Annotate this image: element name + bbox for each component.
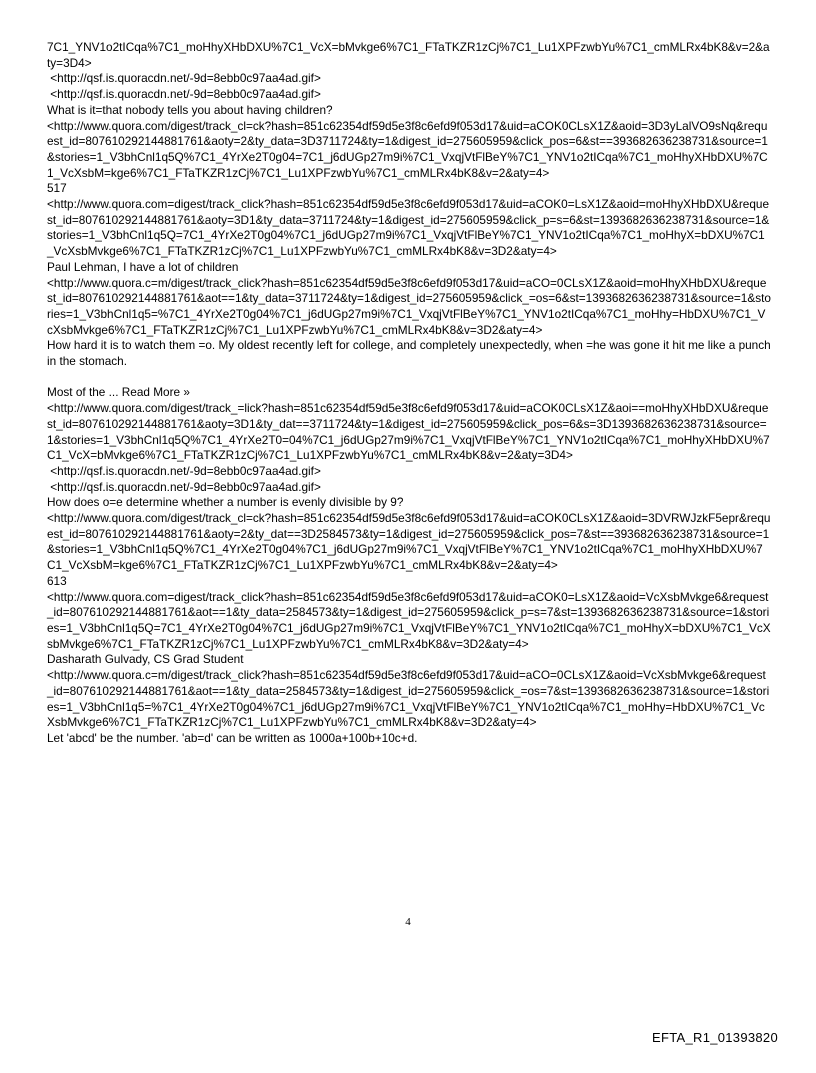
- link-line: <http://www.quora.com=digest/track_click?hash=851c62354df59d5e3f8c6efd9f053d17&uid=aCOK0=LsX1Z&aoid=moHhyXHbDXU&request_id=807610292144881761&aoty=3D1&ty_data=3711724&ty=1&digest_id=275605959&click_p=s=6&st=1393682636238731&source=1&stories=1_V3bhCnl1q5Q=7C1_4YrXe2T0g04%7C1_j6dUGp27m9i%7C1_VxqjVtFlBeY%7C1_YNV1o2tICqa%7C1_moHhyX=bDXU%7C1_VcXsbMvkge6%7C1_FTaTKZR1zCj%7C1_Lu1XPFzwbYu%7C1_cmMLRx4bK8&v=3D2&aty=4>: [47, 197, 770, 259]
- text-line: Paul Lehman, I have a lot of children: [47, 259, 239, 274]
- link-line: <http://qsf.is.quoracdn.net/-9d=8ebb0c97aa4ad.gif>: [47, 479, 321, 494]
- document-id-stamp: EFTA_R1_01393820: [652, 1030, 778, 1045]
- text-line: How does o=e determine whether a number is evenly divisible by 9?: [47, 495, 404, 510]
- email-body-text: [47, 40, 774, 747]
- link-line: <http://qsf.is.quoracdn.net/-9d=8ebb0c97aa4ad.gif>: [47, 71, 321, 86]
- link-line: <http://www.quora.com/digest/track_=lick?hash=851c62354df59d5e3f8c6efd9f053d17&uid=aCOK0CLsX1Z&aoi==moHhyXHbDXU&request_id=807610292144881761&aoty=3D1&ty_dat==3711724&ty=1&digest_id=275605959&click_pos=6&s=3D1393682636238731&source=1&stories=1_V3bhCnl1q5Q%7C1_4YrXe2T0=04%7C1_j6dUGp27m9i%7C1_VxqjVtFlBeY%7C1_YNV1o2tICqa%7C1_moHhyXHbDXU%7C1_VcX=bMvkge6%7C1_FTaTKZR1zCj%7C1_Lu1XPFzwbYu%7C1_cmMLRx4bK8&v=2&aty=3D4>: [47, 401, 770, 463]
- text-line: Dasharath Gulvady, CS Grad Student: [47, 652, 244, 667]
- link-line: <http://www.quora.c=m/digest/track_click?hash=851c62354df59d5e3f8c6efd9f053d17&uid=aCO=0CLsX1Z&aoid=VcXsbMvkge6&request_id=807610292144881761&aot==1&ty_data=2584573&ty=1&digest_id=275605959&click_=os=7&st=1393682636238731&source=1&stories=1_V3bhCnl1q5=%7C1_4YrXe2T0g04%7C1_j6dUGp27m9i%7C1_VxqjVtFlBeY%7C1_YNV1o2tICqa%7C1_moHhy=HbDXU%7C1_VcXsbMvkge6%7C1_FTaTKZR1zCj%7C1_Lu1XPFzwbYu%7C1_cmMLRx4bK8&v=3D2&aty=4>: [47, 668, 770, 730]
- text-line: What is it=that nobody tells you about having children?: [47, 102, 333, 117]
- link-line: <http://www.quora.com/digest/track_cl=ck?hash=851c62354df59d5e3f8c6efd9f053d17&uid=aCOK0CLsX1Z&aoid=3D3yLalVO9sNq&request_id=807610292144881761&aoty=2&ty_data=3D3711724&ty=1&digest_id=275605959&click_pos=6&st==393682636238731&source=1&stories=1_V3bhCnl1q5Q%7C1_4YrXe2T0g04=7C1_j6dUGp27m9i%7C1_VxqjVtFlBeY%7C1_YNV1o2tICqa%7C1_moHhyXHbDXU%7C1_VcXsbM=kge6%7C1_FTaTKZR1zCj%7C1_Lu1XPFzwbYu%7C1_cmMLRx4bK8&v=2&aty=4>: [47, 118, 768, 180]
- page-number: 4: [405, 916, 411, 928]
- text-line: 7C1_YNV1o2tICqa%7C1_moHhyXHbDXU%7C1_VcX=bMvkge6%7C1_FTaTKZR1zCj%7C1_Lu1XPFzwbYu%7C1_cmMLRx4bK8&v=2&aty=3D4>: [47, 40, 770, 70]
- link-line: <http://qsf.is.quoracdn.net/-9d=8ebb0c97aa4ad.gif>: [47, 87, 321, 102]
- text-line: Most of the ... Read More »: [47, 385, 190, 400]
- text-line: How hard it is to watch them =o. My oldest recently left for college, and completely unexpectedly, when =he was gone it hit me like a punch in the stomach.: [47, 338, 774, 369]
- text-line: 613: [47, 573, 67, 588]
- text-line: Let 'abcd' be the number. 'ab=d' can be written as 1000a+100b+10c+d.: [47, 730, 418, 745]
- blank-line: [47, 370, 771, 386]
- link-line: <http://www.quora.com=digest/track_click?hash=851c62354df59d5e3f8c6efd9f053d17&uid=aCOK0=LsX1Z&aoid=VcXsbMvkge6&request_id=807610292144881761&aot==1&ty_data=2584573&ty=1&digest_id=275605959&click_p=s=7&st=1393682636238731&source=1&stories=1_V3bhCnl1q5Q=7C1_4YrXe2T0g04%7C1_j6dUGp27m9i%7C1_VxqjVtFlBeY%7C1_YNV1o2tICqa%7C1_moHhyX=bDXU%7C1_VcXsbMvkge6%7C1_FTaTKZR1zCj%7C1_Lu1XPFzwbYu%7C1_cmMLRx4bK8&v=3D2&aty=4>: [47, 589, 771, 651]
- text-line: 517: [47, 181, 67, 196]
- link-line: <http://www.quora.com/digest/track_cl=ck?hash=851c62354df59d5e3f8c6efd9f053d17&uid=aCOK0CLsX1Z&aoid=3DVRWJzkF5epr&request_id=807610292144881761&aoty=2&ty_dat==3D2584573&ty=1&digest_id=275605959&click_pos=7&st==393682636238731&source=1&stories=1_V3bhCnl1q5Q%7C1_4YrXe2T0g04%7C1_j6dUGp27m9i%7C1_VxqjVtFlBeY%7C1_YNV1o2tICqa%7C1_moHhyXHbDXU%7C1_VcXsbM=kge6%7C1_FTaTKZR1zCj%7C1_Lu1XPFzwbYu%7C1_cmMLRx4bK8&v=2&aty=4>: [47, 511, 771, 573]
- link-line: <http://www.quora.c=m/digest/track_click?hash=851c62354df59d5e3f8c6efd9f053d17&uid=aCO=0CLsX1Z&aoid=moHhyXHbDXU&request_id=807610292144881761&aot==1&ty_data=3711724&ty=1&digest_id=275605959&click_=os=6&st=1393682636238731&source=1&stories=1_V3bhCnl1q5=%7C1_4YrXe2T0g04%7C1_j6dUGp27m9i%7C1_VxqjVtFlBeY%7C1_YNV1o2tICqa%7C1_moHhy=HbDXU%7C1_VcXsbMvkge6%7C1_FTaTKZR1zCj%7C1_Lu1XPFzwbYu%7C1_cmMLRx4bK8&v=3D2&aty=4>: [47, 275, 771, 337]
- link-line: <http://qsf.is.quoracdn.net/-9d=8ebb0c97aa4ad.gif>: [47, 463, 321, 478]
